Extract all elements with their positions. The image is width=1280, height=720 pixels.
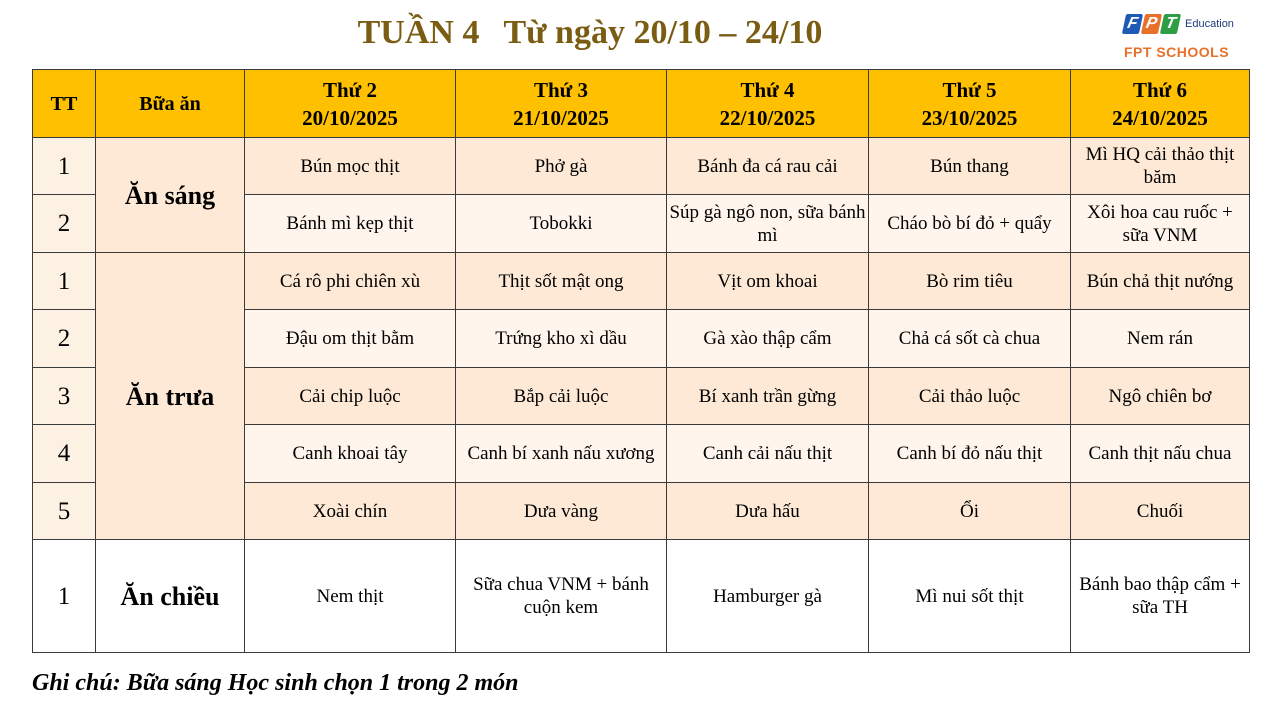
dish-cell: Chả cá sốt cà chua: [869, 310, 1071, 368]
logo-education-text: Education: [1185, 18, 1234, 30]
dish-cell: Phở gà: [456, 138, 667, 195]
header-tt: TT: [33, 70, 96, 138]
dish-cell: Hamburger gà: [667, 540, 869, 653]
row-number: 1: [33, 540, 96, 653]
logo-letter-f: F: [1122, 14, 1143, 34]
header-day: [869, 70, 1071, 138]
meal-lunch: Ăn trưa: [96, 253, 245, 540]
dish-cell: Canh bí xanh nấu xương: [456, 425, 667, 483]
dish-cell: Bắp cải luộc: [456, 368, 667, 425]
dish-cell: Bún mọc thịt: [245, 138, 456, 195]
day-date: 22/10/2025: [719, 105, 816, 130]
dish-cell: Canh thịt nấu chua: [1071, 425, 1250, 483]
row-number: 2: [33, 310, 96, 368]
dish-cell: Bò rim tiêu: [869, 253, 1071, 310]
dish-cell: Dưa hấu: [667, 483, 869, 540]
dish-cell: Mì nui sốt thịt: [869, 540, 1071, 653]
dish-cell: Ngô chiên bơ: [1071, 368, 1250, 425]
dish-cell: Bánh đa cá rau cải: [667, 138, 869, 195]
header-meal: Bữa ăn: [96, 70, 245, 138]
dish-cell: Cải thảo luộc: [869, 368, 1071, 425]
dish-cell: Thịt sốt mật ong: [456, 253, 667, 310]
row-number: 2: [33, 195, 96, 253]
fpt-logo: [1124, 10, 1254, 66]
date-range: Từ ngày 20/10 – 24/10: [503, 14, 823, 51]
row-number: 1: [33, 138, 96, 195]
menu-table: [32, 69, 1250, 653]
dish-cell: Bún thang: [869, 138, 1071, 195]
dish-cell: Bún chả thịt nướng: [1071, 253, 1250, 310]
dish-cell: Đậu om thịt bằm: [245, 310, 456, 368]
header-day: [456, 70, 667, 138]
dish-cell: Ổi: [869, 483, 1071, 540]
day-name: Thứ 4: [740, 77, 795, 102]
day-date: 23/10/2025: [921, 105, 1018, 130]
dish-cell: Xoài chín: [245, 483, 456, 540]
dish-cell: Gà xào thập cẩm: [667, 310, 869, 368]
table-row: [33, 138, 1250, 195]
logo-letter-p: P: [1141, 14, 1162, 34]
dish-cell: Nem thịt: [245, 540, 456, 653]
dish-cell: Cá rô phi chiên xù: [245, 253, 456, 310]
dish-cell: Canh khoai tây: [245, 425, 456, 483]
dish-cell: Súp gà ngô non, sữa bánh mì: [667, 195, 869, 253]
dish-cell: Bí xanh trần gừng: [667, 368, 869, 425]
header-day: [1071, 70, 1250, 138]
meal-breakfast: Ăn sáng: [96, 138, 245, 253]
meal-afternoon: Ăn chiều: [96, 540, 245, 653]
table-row: [33, 540, 1250, 653]
day-date: 20/10/2025: [302, 105, 398, 130]
dish-cell: Dưa vàng: [456, 483, 667, 540]
footnote: Ghi chú: Bữa sáng Học sinh chọn 1 trong 2 món: [32, 670, 519, 696]
fpt-logo-mark: [1124, 14, 1179, 34]
dish-cell: Tobokki: [456, 195, 667, 253]
row-number: 4: [33, 425, 96, 483]
table-header-row: [33, 70, 1250, 138]
day-name: Thứ 6: [1132, 77, 1188, 102]
header-day: [667, 70, 869, 138]
day-date: 21/10/2025: [513, 105, 609, 130]
logo-schools-text: FPT SCHOOLS: [1124, 44, 1230, 60]
header-day: [245, 70, 456, 138]
dish-cell: Nem rán: [1071, 310, 1250, 368]
page-title: [0, 14, 1180, 52]
row-number: 3: [33, 368, 96, 425]
row-number: 1: [33, 253, 96, 310]
dish-cell: Canh cải nấu thịt: [667, 425, 869, 483]
dish-cell: Cải chip luộc: [245, 368, 456, 425]
dish-cell: Mì HQ cải thảo thịt băm: [1071, 138, 1250, 195]
table-row: [33, 253, 1250, 310]
dish-cell: Trứng kho xì dầu: [456, 310, 667, 368]
dish-cell: Vịt om khoai: [667, 253, 869, 310]
row-number: 5: [33, 483, 96, 540]
dish-cell: Bánh bao thập cẩm + sữa TH: [1071, 540, 1250, 653]
dish-cell: Bánh mì kẹp thịt: [245, 195, 456, 253]
dish-cell: Chuối: [1071, 483, 1250, 540]
logo-letter-t: T: [1160, 14, 1181, 34]
day-name: Thứ 2: [322, 77, 378, 102]
week-label: TUẦN 4: [357, 14, 480, 51]
dish-cell: Sữa chua VNM + bánh cuộn kem: [456, 540, 667, 653]
dish-cell: Xôi hoa cau ruốc + sữa VNM: [1071, 195, 1250, 253]
dish-cell: Cháo bò bí đỏ + quẩy: [869, 195, 1071, 253]
day-name: Thứ 3: [533, 77, 589, 102]
day-date: 24/10/2025: [1112, 105, 1208, 130]
dish-cell: Canh bí đỏ nấu thịt: [869, 425, 1071, 483]
day-name: Thứ 5: [942, 77, 997, 102]
